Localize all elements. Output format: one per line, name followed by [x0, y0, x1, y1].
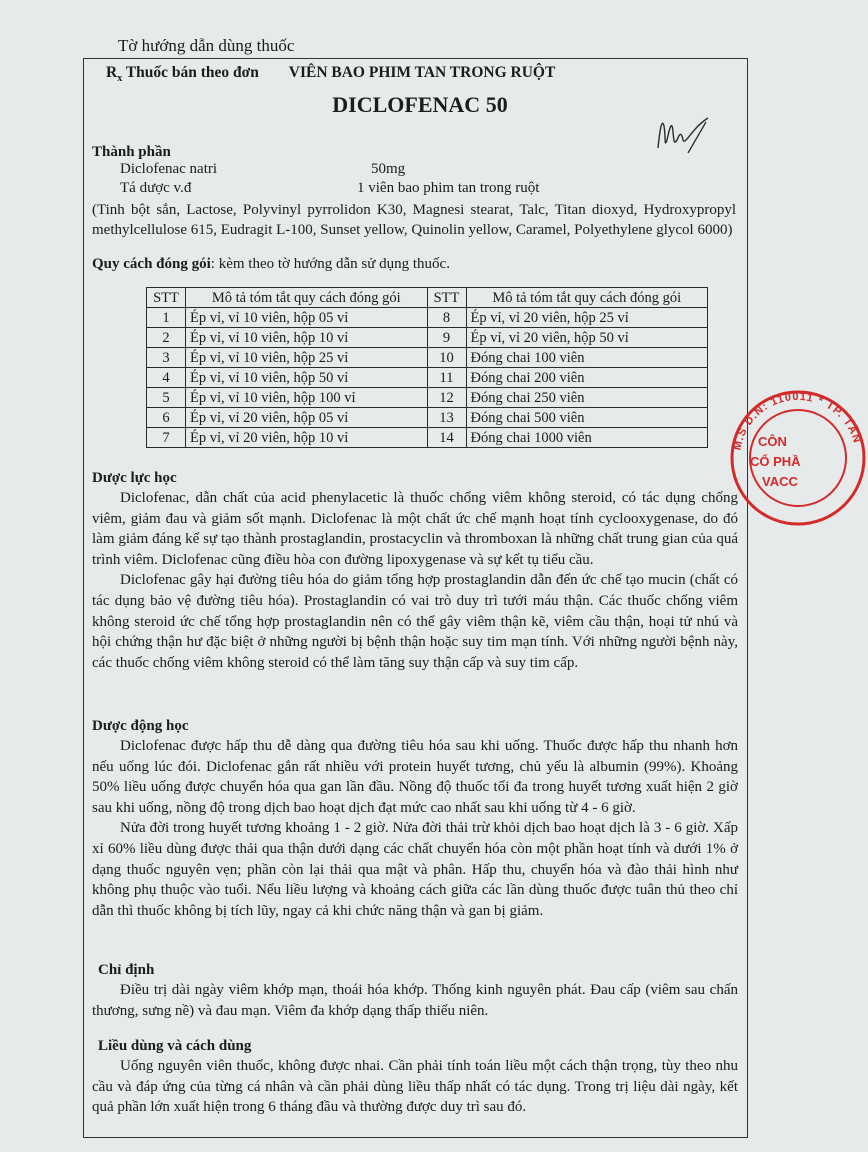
pharmacokinetics-body [92, 736, 738, 921]
rx-symbol: $R_x$ [106, 64, 123, 85]
header-note: Tờ hướng dẫn dùng thuốc [118, 36, 295, 55]
table-header: Mô tả tóm tắt quy cách đóng gói [186, 288, 428, 308]
paragraph: Điều trị dài ngày viêm khớp mạn, thoái hóa khớp. Thống kinh nguyên phát. Đau cấp (viêm sau chấn thương, sưng nề) và đau mạn. Viêm đa khớp dạng thấp thiếu niên. [92, 982, 738, 1019]
ingredient-value: 50mg [371, 161, 406, 177]
pharmacodynamics-body [92, 488, 738, 673]
excipient-name: Tá dược v.đ [120, 180, 192, 196]
table-header: Mô tả tóm tắt quy cách đóng gói [466, 288, 708, 308]
table-cell: 7 [147, 428, 186, 448]
dosage-title: Liều dùng và cách dùng [98, 1038, 252, 1054]
paragraph: Uống nguyên viên thuốc, không được nhai. Cần phải tính toán liều một cách thận trọng, tùy theo nhu cầu và đáp ứng của từng cá nhân và cần phải dùng liều thấp nhất có tác dụng. Trong trị liệu dài ngày, kết quả phần lớn xuất hiện trong 6 tháng đầu và thường được duy trì sau đó. [92, 1058, 738, 1116]
indications-body [92, 980, 738, 1021]
table-cell: Ép vỉ, vỉ 10 viên, hộp 05 vỉ [186, 308, 428, 328]
paragraph: Diclofenac được hấp thu dễ dàng qua đường tiêu hóa sau khi uống. Thuốc được hấp thu nhanh hơn nếu uống lúc đói. Diclofenac gắn rất nhiều với protein huyết tương, chủ yếu là albumin (99%). Khoảng 50% liều uống được chuyển hóa qua gan lần đầu. Nồng độ thuốc tối đa trong huyết tương xuất hiện 2 giờ sau khi uống, nồng độ trong dịch bao hoạt dịch đạt mức cao nhất sau khi uống từ 4 - 6 giờ. [92, 738, 738, 816]
table-row [147, 348, 708, 368]
stamp-line: CỔ PHẦ [750, 454, 801, 469]
table-cell: Ép vỉ, vỉ 10 viên, hộp 100 vỉ [186, 388, 428, 408]
rx-line [106, 64, 555, 84]
table-row [147, 408, 708, 428]
excipient-list: (Tinh bột sắn, Lactose, Polyvinyl pyrrolidon K30, Magnesi stearat, Talc, Titan dioxyd, Hydroxypropyl methylcellulose 615, Eudragit L-100, Sunset yellow, Quinolin yellow, Caramel, Polyethylene glycol 6000) [92, 202, 736, 238]
table-row [147, 428, 708, 448]
table-cell: 11 [427, 368, 466, 388]
signature-mark [652, 108, 712, 158]
packaging-line [92, 256, 450, 273]
product-form-title: VIÊN BAO PHIM TAN TRONG RUỘT [288, 64, 556, 81]
table-cell: Đóng chai 200 viên [466, 368, 708, 388]
table-cell: Ép vỉ, vỉ 20 viên, hộp 10 vỉ [186, 428, 428, 448]
table-cell: 2 [147, 328, 186, 348]
stamp-line: CÔN [758, 434, 787, 449]
table-cell: 6 [147, 408, 186, 428]
stamp-line: VACC [762, 474, 798, 489]
table-cell: Ép vỉ, vỉ 20 viên, hộp 05 vỉ [186, 408, 428, 428]
packaging-text: : kèm theo tờ hướng dẫn sử dụng thuốc. [210, 256, 450, 272]
table-cell: Đóng chai 100 viên [466, 348, 708, 368]
rx-label: Thuốc bán theo đơn [125, 64, 259, 81]
table-cell: Đóng chai 1000 viên [466, 428, 708, 448]
stamp-ring-text: M.S.D.N: 110011 * TP. TÂN [731, 390, 864, 452]
paragraph: Diclofenac gây hại đường tiêu hóa do giảm tổng hợp prostaglandin dẫn đến ức chế tạo mucin (chất có tác dụng bảo vệ đường tiêu hóa). Prostaglandin có vai trò duy trì tưới máu thận. Các thuốc chống viêm không steroid ức chế tổng hợp prostaglandin nên có thể gây viêm thận kẽ, viêm cầu thận, hoại tử nhú và hội chứng thận hư đặc biệt ở những người bị bệnh thận hoặc suy tim mạn tính. Với những người bệnh này, các thuốc chống viêm không steroid có thể làm tăng suy thận cấp và suy tim cấp. [92, 572, 738, 671]
table-header: STT [147, 288, 186, 308]
table-cell: 1 [147, 308, 186, 328]
table-header-row [147, 288, 708, 308]
composition-title: Thành phần [92, 144, 171, 160]
table-cell: Ép vỉ, vỉ 20 viên, hộp 50 vỉ [466, 328, 708, 348]
table-cell: 10 [427, 348, 466, 368]
table-cell: Ép vỉ, vỉ 10 viên, hộp 25 vỉ [186, 348, 428, 368]
table-cell: 5 [147, 388, 186, 408]
dosage-body [92, 1056, 738, 1118]
table-row [147, 388, 708, 408]
table-cell: Ép vỉ, vỉ 20 viên, hộp 25 vỉ [466, 308, 708, 328]
excipient-value: 1 viên bao phim tan trong ruột [357, 180, 540, 196]
table-cell: 9 [427, 328, 466, 348]
packaging-table [146, 287, 708, 448]
company-stamp [728, 388, 868, 528]
table-cell: 4 [147, 368, 186, 388]
drug-name: DICLOFENAC 50 [332, 92, 508, 117]
table-cell: 13 [427, 408, 466, 428]
table-cell: Đóng chai 250 viên [466, 388, 708, 408]
pharmacodynamics-title: Dược lực học [92, 470, 177, 486]
table-header: STT [427, 288, 466, 308]
table-cell: 8 [427, 308, 466, 328]
paragraph: Nửa đời trong huyết tương khoảng 1 - 2 giờ. Nửa đời thải trừ khỏi dịch bao hoạt dịch là 3 - 6 giờ. Xấp xỉ 60% liều dùng được thải qua thận dưới dạng các chất chuyển hóa còn một phần hoạt tính và dưới 1% ở dạng thuốc nguyên vẹn; phần còn lại thải qua mật và phân. Hấp thu, chuyển hóa và đào thải hình như không phụ thuộc vào tuổi. Nếu liều lượng và khoảng cách giữa các lần dùng thuốc được tuân thủ theo chỉ dẫn thì thuốc không bị tích lũy, ngay cả khi chức năng thận và gan bị giảm. [92, 820, 738, 919]
table-cell: Ép vỉ, vỉ 10 viên, hộp 50 vỉ [186, 368, 428, 388]
table-cell: 14 [427, 428, 466, 448]
packaging-title: Quy cách đóng gói [92, 256, 211, 272]
paragraph: Diclofenac, dẫn chất của acid phenylacetic là thuốc chống viêm không steroid, có tác dụng chống viêm, giảm đau và giảm sốt mạnh. Diclofenac là một chất ức chế mạnh hoạt tính cyclooxygenase, do đó làm giảm đáng kể sự tạo thành prostaglandin, prostacyclin và thromboxan là những chất trung gian của quá trình viêm. Diclofenac cũng điều hòa con đường lipoxygenase và sự kết tụ tiểu cầu. [92, 490, 738, 568]
table-row [147, 368, 708, 388]
table-row [147, 328, 708, 348]
table-cell: Ép vỉ, vỉ 10 viên, hộp 10 vỉ [186, 328, 428, 348]
ingredient-name: Diclofenac natri [120, 161, 218, 177]
table-row [147, 308, 708, 328]
table-cell: 12 [427, 388, 466, 408]
pharmacokinetics-title: Dược động học [92, 718, 189, 734]
table-cell: Đóng chai 500 viên [466, 408, 708, 428]
indications-title: Chỉ định [98, 962, 155, 978]
table-cell: 3 [147, 348, 186, 368]
